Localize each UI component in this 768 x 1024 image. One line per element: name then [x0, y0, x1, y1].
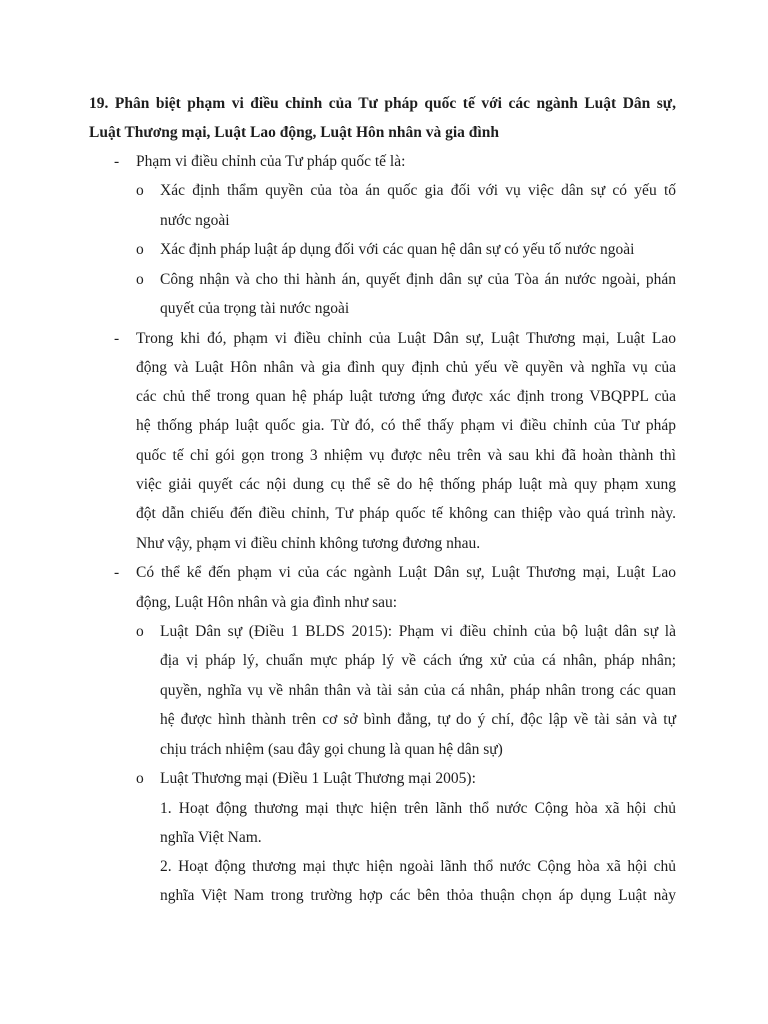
bullet-marker: o [136, 241, 144, 258]
section-3-line: động, Luật Hôn nhân và gia đình như sau: [136, 594, 398, 611]
bullet-text: Công nhận và cho thi hành án, quyết định dân sự của Tòa án nước ngoài, phán [160, 271, 676, 288]
numbered-item: 1. Hoạt động thương mại thực hiện trên lãnh thổ nước Cộng hòa xã hội chủ [160, 800, 676, 817]
section-2-line: đột dẫn chiếu đến điều chỉnh, Tư pháp quốc tế không can thiệp vào quá trình này. [136, 505, 676, 522]
bullet-text: Xác định thẩm quyền của tòa án quốc gia đối với vụ việc dân sự có yếu tố [160, 182, 676, 199]
bullet-text: địa vị pháp lý, chuẩn mực pháp lý về cách ứng xử của cá nhân, pháp nhân; [160, 652, 676, 669]
section-2-line: Như vậy, phạm vi điều chỉnh không tương đương nhau. [136, 535, 481, 552]
section-1-line: Phạm vi điều chỉnh của Tư pháp quốc tế là: [136, 153, 406, 170]
numbered-item: nghĩa Việt Nam. [160, 829, 262, 846]
bullet-text: quyết của trọng tài nước ngoài [160, 300, 350, 317]
dash-marker: - [114, 153, 120, 170]
numbered-item: 2. Hoạt động thương mại thực hiện ngoài lãnh thổ nước Cộng hòa xã hội chủ [160, 858, 676, 875]
bullet-text: Luật Dân sự (Điều 1 BLDS 2015): Phạm vi điều chỉnh của bộ luật dân sự là [160, 623, 676, 640]
bullet-text: nước ngoài [160, 212, 230, 229]
section-2-line: động và Luật Hôn nhân và gia đình quy định chủ yếu về quyền và nghĩa vụ của [136, 359, 676, 376]
section-2-line: quốc tế chỉ gói gọn trong 3 nhiệm vụ được nêu trên và sau khi đã hoàn thành thì [136, 447, 676, 464]
bullet-text: quyền, nghĩa vụ về nhân thân và tài sản của cá nhân, pháp nhân trong các quan [160, 682, 676, 699]
section-2-line: việc giải quyết các nội dung cụ thể sẽ do hệ thống pháp luật mà quy phạm xung [136, 476, 676, 493]
bullet-text: chịu trách nhiệm (sau đây gọi chung là quan hệ dân sự) [160, 741, 503, 758]
dash-marker: - [114, 564, 120, 581]
bullet-marker: o [136, 623, 144, 640]
bullet-marker: o [136, 271, 144, 288]
section-2-line: hệ thống pháp luật quốc gia. Từ đó, có thể thấy phạm vi điều chỉnh của Tư pháp [136, 417, 676, 434]
heading-line-2: Luật Thương mại, Luật Lao động, Luật Hôn nhân và gia đình [89, 124, 499, 141]
numbered-item: nghĩa Việt Nam trong trường hợp các bên thỏa thuận chọn áp dụng Luật này [160, 887, 676, 904]
bullet-marker: o [136, 182, 144, 199]
bullet-text: Luật Thương mại (Điều 1 Luật Thương mại 2005): [160, 770, 476, 787]
dash-marker: - [114, 330, 120, 347]
section-3-line: Có thể kể đến phạm vi của các ngành Luật Dân sự, Luật Thương mại, Luật Lao [136, 564, 676, 581]
bullet-text: Xác định pháp luật áp dụng đối với các quan hệ dân sự có yếu tố nước ngoài [160, 241, 635, 258]
bullet-marker: o [136, 770, 144, 787]
section-2-line: các chủ thể trong quan hệ pháp luật tương ứng được xác định trong VBQPPL của [136, 388, 676, 405]
section-2-line: Trong khi đó, phạm vi điều chỉnh của Luật Dân sự, Luật Thương mại, Luật Lao [136, 330, 676, 347]
bullet-text: hệ được hình thành trên cơ sở bình đẳng, tự do ý chí, độc lập về tài sản và tự [160, 711, 676, 728]
heading-line-1: 19. Phân biệt phạm vi điều chỉnh của Tư pháp quốc tế với các ngành Luật Dân sự, [89, 95, 676, 112]
